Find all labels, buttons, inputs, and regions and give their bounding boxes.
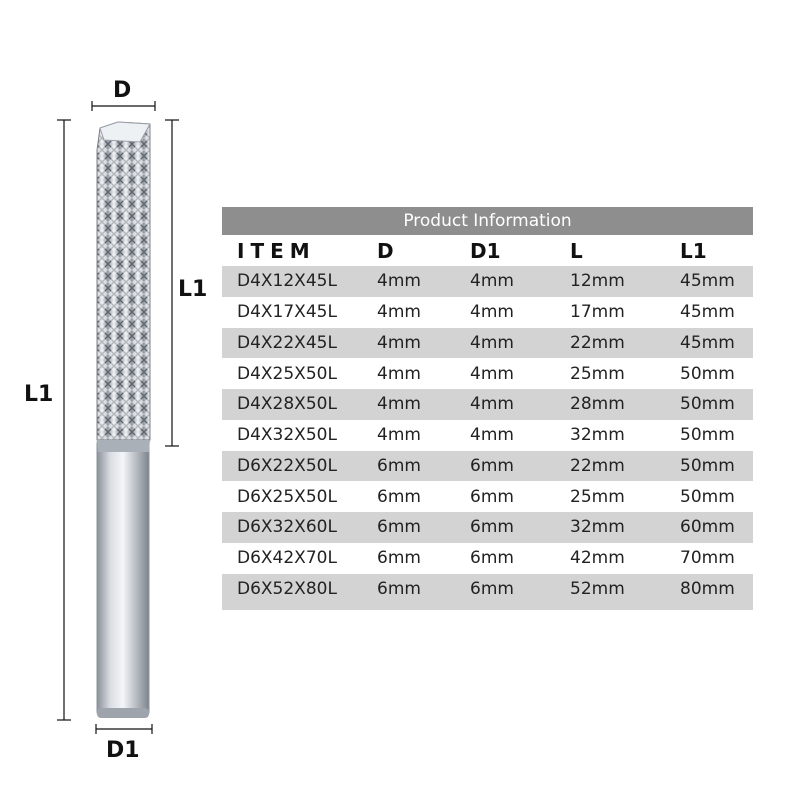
item-cell: D6X25X50L bbox=[237, 486, 337, 507]
l-cell: 42mm bbox=[570, 548, 625, 569]
l-cell: 28mm bbox=[570, 394, 625, 415]
l-cell: 52mm bbox=[570, 578, 625, 599]
d-label: D bbox=[113, 78, 132, 103]
table-row bbox=[222, 420, 753, 451]
l1-cell: 60mm bbox=[680, 517, 735, 538]
item-cell: D6X52X80L bbox=[237, 578, 337, 599]
table-bottom-edge bbox=[222, 604, 753, 610]
table-title: Product Information bbox=[222, 207, 753, 235]
l1-cell: 50mm bbox=[680, 425, 735, 446]
item-cell: D4X28X50L bbox=[237, 394, 337, 415]
d-cell: 4mm bbox=[377, 332, 421, 353]
item-cell: D6X22X50L bbox=[237, 455, 337, 476]
l1-cell: 50mm bbox=[680, 486, 735, 507]
column-header-l: L bbox=[570, 238, 583, 263]
d-cell: 6mm bbox=[377, 578, 421, 599]
d-cell: 4mm bbox=[377, 271, 421, 292]
overall-length-label: L1 bbox=[24, 382, 54, 407]
table-row bbox=[222, 451, 753, 482]
d1-cell: 4mm bbox=[470, 425, 514, 446]
item-cell: D6X42X70L bbox=[237, 548, 337, 569]
l-cell: 22mm bbox=[570, 332, 625, 353]
l-cell: 32mm bbox=[570, 425, 625, 446]
l1-cell: 45mm bbox=[680, 302, 735, 323]
l-cell: 25mm bbox=[570, 486, 625, 507]
l1-cell: 50mm bbox=[680, 394, 735, 415]
l-cell: 12mm bbox=[570, 271, 625, 292]
l-cell: 25mm bbox=[570, 363, 625, 384]
item-cell: D6X32X60L bbox=[237, 517, 337, 538]
tool-flutes bbox=[97, 122, 150, 452]
d1-label: D1 bbox=[106, 738, 140, 763]
l-cell: 22mm bbox=[570, 455, 625, 476]
d1-cell: 4mm bbox=[470, 332, 514, 353]
d1-dimension-line bbox=[96, 724, 152, 734]
d1-cell: 4mm bbox=[470, 394, 514, 415]
table-row bbox=[222, 358, 753, 389]
d1-cell: 4mm bbox=[470, 302, 514, 323]
d1-cell: 4mm bbox=[470, 363, 514, 384]
d-cell: 6mm bbox=[377, 486, 421, 507]
d-cell: 4mm bbox=[377, 394, 421, 415]
table-header-row bbox=[222, 235, 753, 266]
d-cell: 6mm bbox=[377, 517, 421, 538]
l-cell: 17mm bbox=[570, 302, 625, 323]
l1-cell: 50mm bbox=[680, 363, 735, 384]
product-information-table bbox=[222, 207, 753, 610]
flute-length-label: L1 bbox=[178, 277, 208, 302]
flute-length-dimension-line bbox=[165, 120, 179, 446]
table-row bbox=[222, 574, 753, 605]
d1-cell: 6mm bbox=[470, 486, 514, 507]
column-header-l1: L1 bbox=[680, 238, 707, 263]
column-header-d: D bbox=[377, 238, 394, 263]
column-header-d1: D1 bbox=[470, 238, 501, 263]
item-cell: D4X25X50L bbox=[237, 363, 337, 384]
l-cell: 32mm bbox=[570, 517, 625, 538]
overall-length-dimension-line bbox=[57, 120, 71, 720]
item-cell: D4X32X50L bbox=[237, 425, 337, 446]
d-cell: 4mm bbox=[377, 302, 421, 323]
d1-cell: 6mm bbox=[470, 517, 514, 538]
l1-cell: 50mm bbox=[680, 455, 735, 476]
d-cell: 4mm bbox=[377, 425, 421, 446]
l1-cell: 80mm bbox=[680, 578, 735, 599]
d1-cell: 6mm bbox=[470, 455, 514, 476]
table-body bbox=[222, 266, 753, 604]
d-cell: 6mm bbox=[377, 455, 421, 476]
d1-cell: 4mm bbox=[470, 271, 514, 292]
table-row bbox=[222, 297, 753, 328]
table-row bbox=[222, 389, 753, 420]
l1-cell: 45mm bbox=[680, 332, 735, 353]
l1-cell: 45mm bbox=[680, 271, 735, 292]
d-cell: 6mm bbox=[377, 548, 421, 569]
table-row bbox=[222, 328, 753, 359]
item-cell: D4X22X45L bbox=[237, 332, 337, 353]
item-cell: D4X17X45L bbox=[237, 302, 337, 323]
table-row bbox=[222, 512, 753, 543]
table-row bbox=[222, 543, 753, 574]
table-row bbox=[222, 481, 753, 512]
l1-cell: 70mm bbox=[680, 548, 735, 569]
item-cell: D4X12X45L bbox=[237, 271, 337, 292]
d1-cell: 6mm bbox=[470, 548, 514, 569]
tool-shank bbox=[97, 440, 149, 718]
d-cell: 4mm bbox=[377, 363, 421, 384]
d1-cell: 6mm bbox=[470, 578, 514, 599]
column-header-item: ITEM bbox=[237, 238, 316, 263]
table-row bbox=[222, 266, 753, 297]
